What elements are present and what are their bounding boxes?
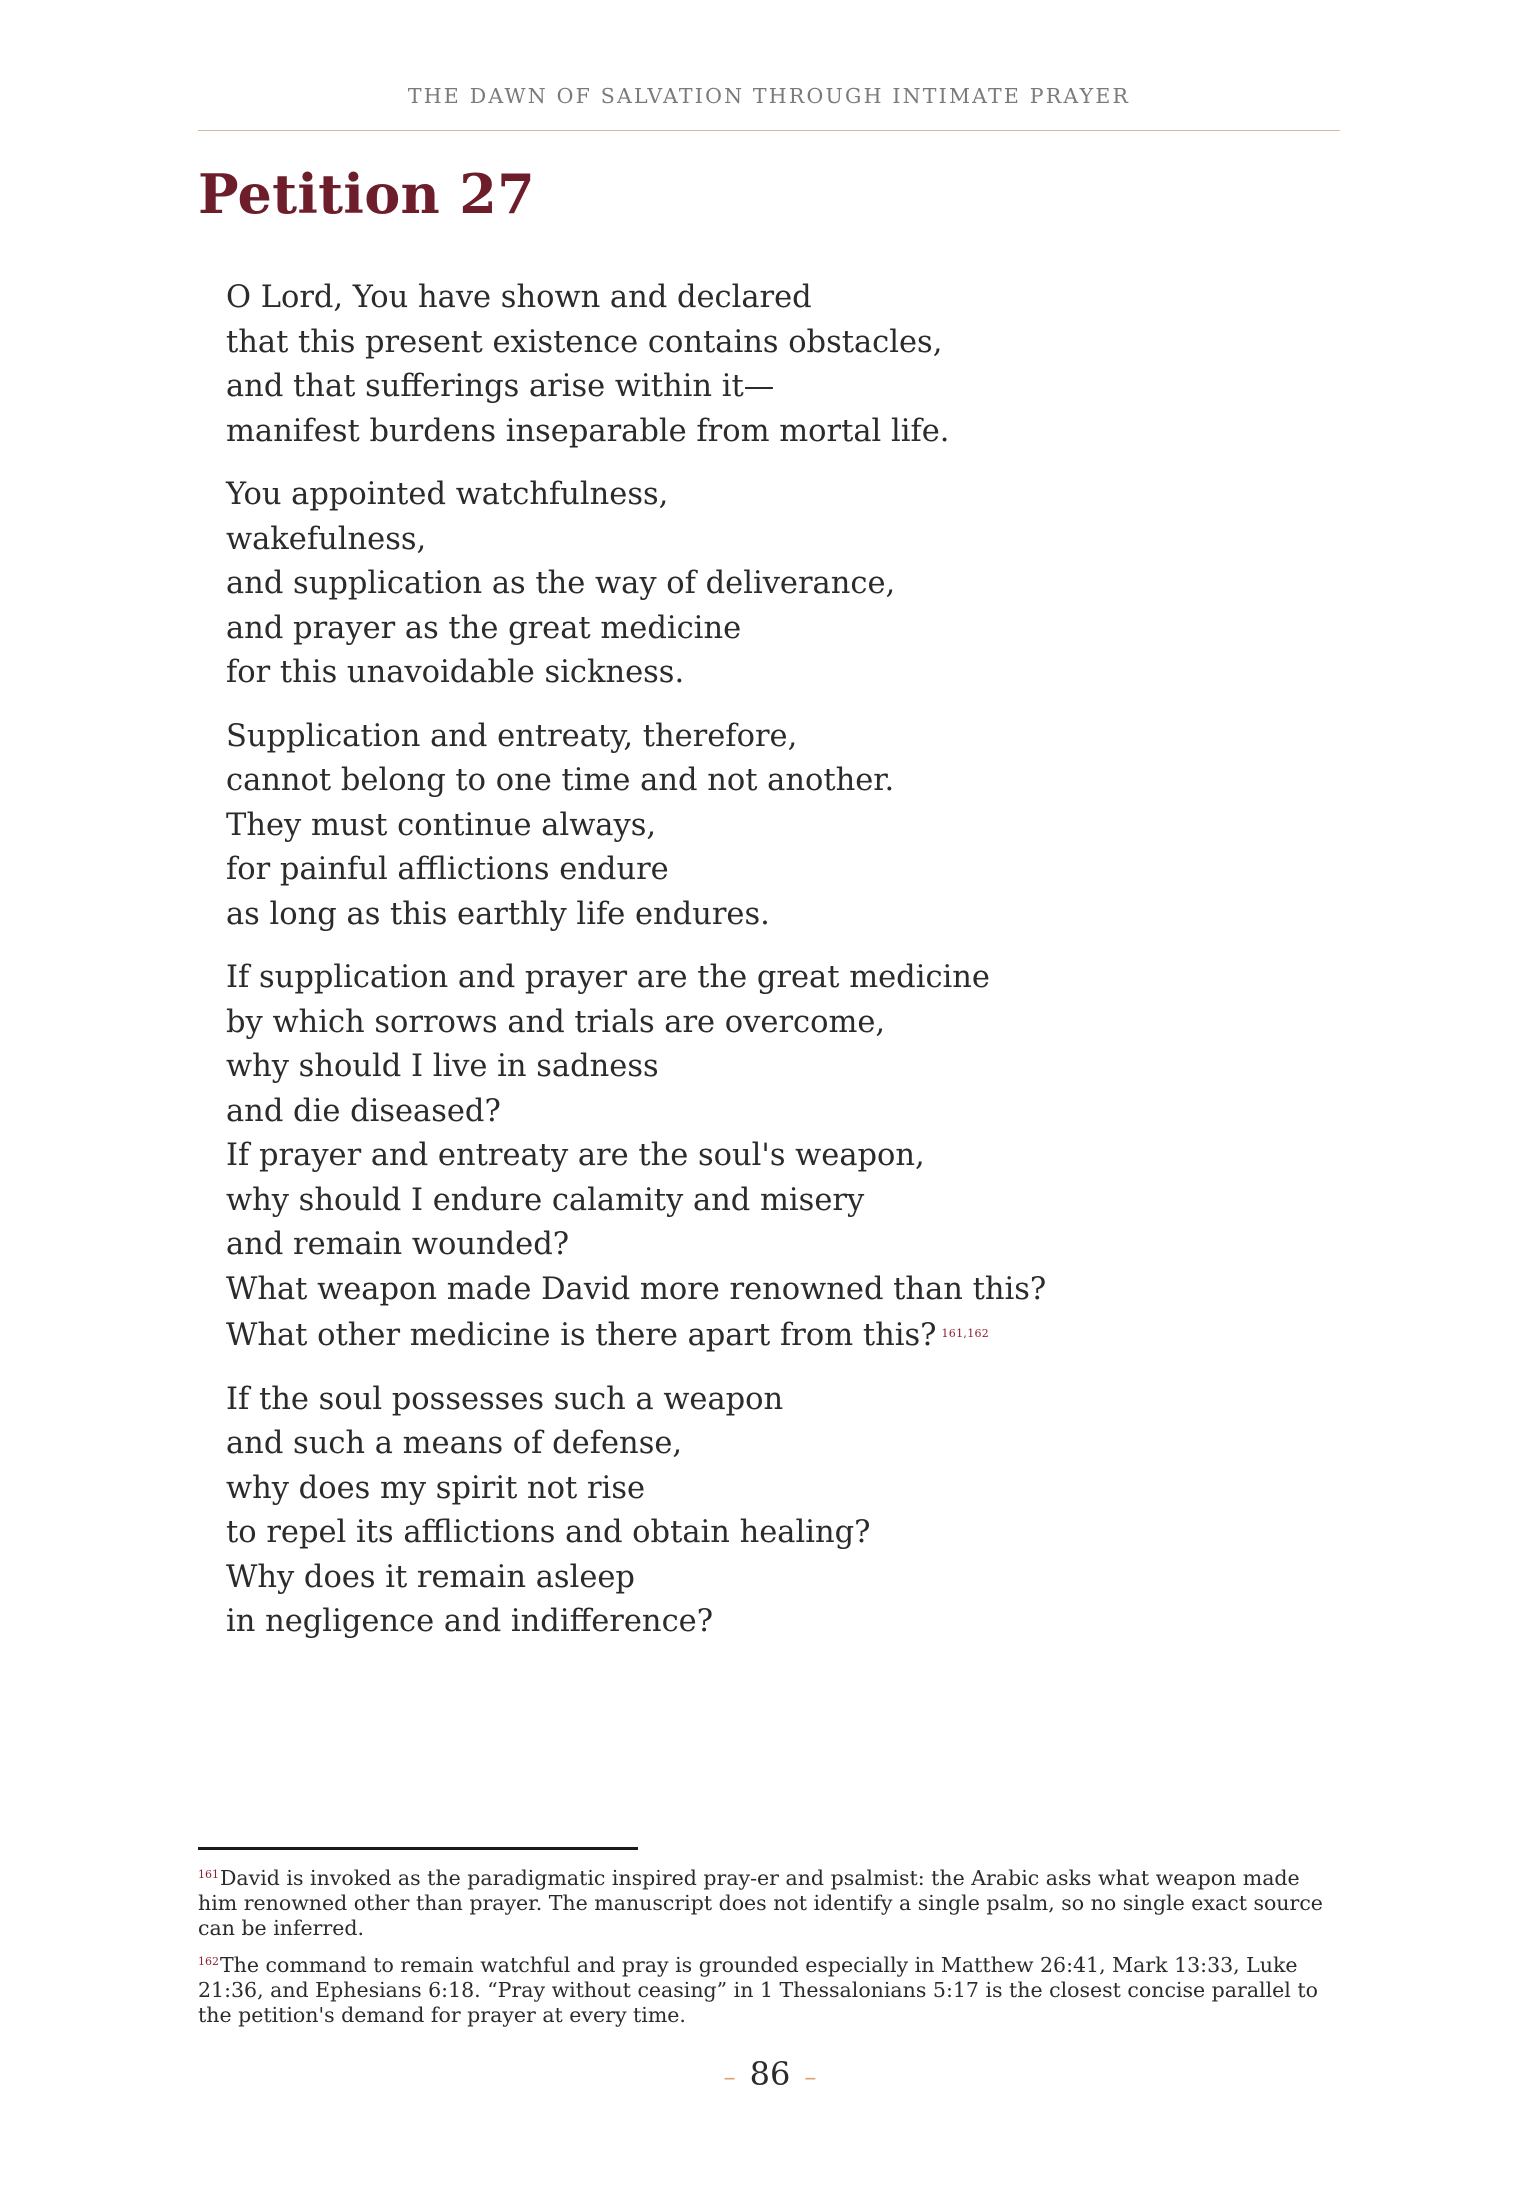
poem-line: wakefulness, xyxy=(226,521,427,557)
poem-line: to repel its afflictions and obtain healing? xyxy=(226,1515,871,1550)
poem-line: in negligence and indifference? xyxy=(226,1604,714,1639)
poem-line: If supplication and prayer are the great medicine xyxy=(226,960,990,995)
poem-line: as long as this earthly life endures. xyxy=(226,896,770,932)
poem-line: O Lord, You have shown and declared xyxy=(226,280,812,315)
poem-line: and such a means of defense, xyxy=(226,1426,683,1461)
poem-line: Supplication and entreaty, therefore, xyxy=(226,718,798,754)
poem-line: and supplication as the way of deliverance, xyxy=(226,566,896,601)
poem-line: Why does it remain asleep xyxy=(226,1559,635,1595)
poem-line: by which sorrows and trials are overcome, xyxy=(226,1004,886,1040)
footnote-number: 162 xyxy=(198,1955,219,1968)
page-number-value: 86 xyxy=(749,2055,791,2093)
poem-line: for this unavoidable sickness. xyxy=(226,655,685,690)
footnote-number: 161 xyxy=(198,1868,219,1881)
poem-line: manifest burdens inseparable from mortal life. xyxy=(226,413,950,449)
header-rule xyxy=(198,130,1340,131)
page-number xyxy=(0,2055,1540,2093)
footnote-separator xyxy=(198,1847,638,1850)
poem-line: and remain wounded? xyxy=(226,1227,570,1262)
poem-line: and die diseased? xyxy=(226,1093,501,1129)
poem-line: that this present existence contains obstacles, xyxy=(226,324,943,360)
poem-line: What weapon made David more renowned than this? xyxy=(226,1271,1047,1307)
poem-line: why does my spirit not rise xyxy=(226,1470,646,1506)
footnote-text: David is invoked as the paradigmatic inspired pray-er and psalmist: the Arabic asks what weapon made him renowned other than prayer. The manuscript does not identify a single psalm, so no single exact source can be inferred. xyxy=(198,1866,1323,1940)
page-number-ornament-right: – xyxy=(804,2063,817,2091)
footnotes xyxy=(198,1862,1340,2036)
stanza xyxy=(226,956,1326,1359)
stanza xyxy=(226,276,1326,454)
poem-line-text: What other medicine is there apart from this? xyxy=(226,1318,937,1353)
poem-line: If prayer and entreaty are the soul's weapon, xyxy=(226,1138,925,1173)
running-head: THE DAWN OF SALVATION THROUGH INTIMATE PRAYER xyxy=(407,84,1131,108)
stanza xyxy=(226,1378,1326,1645)
poem-line: for painful afflictions endure xyxy=(226,852,669,887)
poem-line: They must continue always, xyxy=(226,807,657,843)
poem-line: and prayer as the great medicine xyxy=(226,610,742,646)
page-title: Petition 27 xyxy=(198,162,535,226)
poem-line xyxy=(226,1312,1326,1359)
footnote xyxy=(198,1949,1340,2028)
poem-line: why should I endure calamity and misery xyxy=(226,1182,865,1218)
poem-line: why should I live in sadness xyxy=(226,1049,659,1084)
poem-line: If the soul possesses such a weapon xyxy=(226,1381,784,1417)
poem-line: and that sufferings arise within it— xyxy=(226,369,775,404)
footnote xyxy=(198,1862,1340,1941)
footnote-text: The command to remain watchful and pray is grounded especially in Matthew 26:41, Mark 13:33, Luke 21:36, and Ephesians 6:18. “Pray without ceasing” in 1 Thessalonians 5:17 is the closest concise parallel to the petition's demand for prayer at every time. xyxy=(198,1953,1318,2027)
poem-body xyxy=(226,276,1326,1664)
poem-line: You appointed watchfulness, xyxy=(226,477,669,512)
stanza xyxy=(226,715,1326,938)
stanza xyxy=(226,473,1326,696)
page-number-ornament-left: – xyxy=(723,2063,736,2091)
footnote-reference[interactable]: 161,162 xyxy=(941,1327,990,1340)
poem-line: cannot belong to one time and not another. xyxy=(226,763,895,798)
